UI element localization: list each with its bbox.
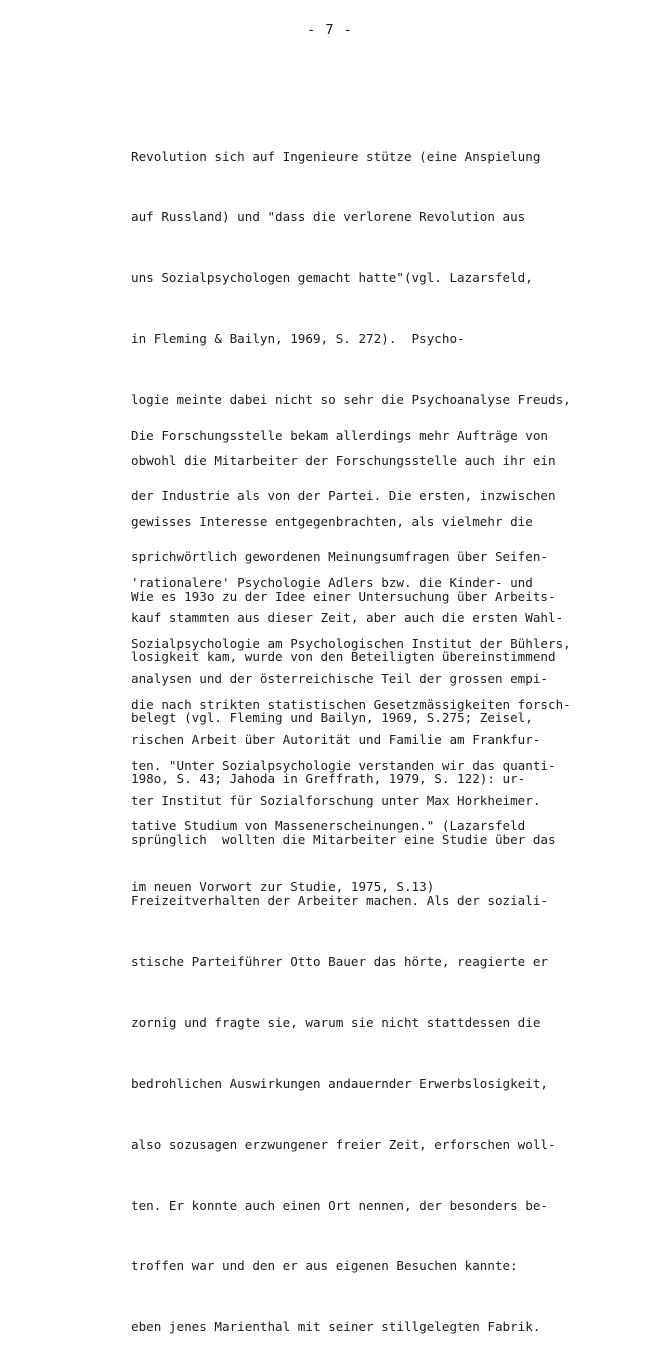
text-line: stische Parteiführer Otto Bauer das hörte, reagierte er — [131, 953, 549, 969]
text-line: also sozusagen erzwungener freier Zeit, erforschen woll- — [131, 1136, 556, 1152]
text-line: ter Institut für Sozialforschung unter Max Horkheimer. — [131, 792, 541, 808]
text-line: troffen war und den er aus eigenen Besuchen kannte: — [131, 1258, 518, 1274]
text-line: tative Studium von Massenerscheinungen." (Lazarsfeld — [131, 818, 526, 834]
text-line: Freizeitverhalten der Arbeiter machen. Als der soziali- — [131, 893, 549, 909]
text-line: 198o, S. 43; Jahoda in Greffrath, 1979, S. 122): ur- — [131, 771, 526, 787]
text-line: Sozialpsychologie am Psychologischen Institut der Bühlers, — [131, 635, 571, 651]
text-line: losigkeit kam, wurde von den Beteiligten übereinstimmend — [131, 649, 556, 665]
text-line: auf Russland) und "dass die verlorene Revolution aus — [131, 209, 526, 225]
text-line: belegt (vgl. Fleming und Bailyn, 1969, S.275; Zeisel, — [131, 710, 533, 726]
text-line: rischen Arbeit über Autorität und Familie am Frankfur- — [131, 732, 541, 748]
paragraph-3 — [131, 546, 601, 1358]
text-line: logie meinte dabei nicht so sehr die Psychoanalyse Freuds, — [131, 392, 571, 408]
text-line: Die Forschungsstelle bekam allerdings mehr Aufträge von — [131, 427, 549, 443]
text-line: eben jenes Marienthal mit seiner stillgelegten Fabrik. — [131, 1319, 541, 1335]
text-line: uns Sozialpsychologen gemacht hatte"(vgl. Lazarsfeld, — [131, 270, 533, 286]
text-line: Wie es 193o zu der Idee einer Untersuchung über Arbeits- — [131, 588, 556, 604]
text-line: sprichwörtlich gewordenen Meinungsumfragen über Seifen- — [131, 549, 549, 565]
text-line: obwohl die Mitarbeiter der Forschungsstelle auch ihr ein — [131, 453, 556, 469]
text-line: Revolution sich auf Ingenieure stütze (eine Anspielung — [131, 148, 541, 164]
text-line: ten. Er konnte auch einen Ort nennen, der besonders be- — [131, 1197, 549, 1213]
text-line: gewisses Interesse entgegenbrachten, als vielmehr die — [131, 513, 533, 529]
text-line: bedrohlichen Auswirkungen andauernder Erwerbslosigkeit, — [131, 1075, 549, 1091]
text-line: der Industrie als von der Partei. Die ersten, inzwischen — [131, 488, 556, 504]
text-line: in Fleming & Bailyn, 1969, S. 272). Psycho- — [131, 331, 465, 347]
text-line: im neuen Vorwort zur Studie, 1975, S.13) — [131, 879, 435, 895]
text-line: zornig und fragte sie, warum sie nicht stattdessen die — [131, 1014, 541, 1030]
text-line: sprünglich wollten die Mitarbeiter eine Studie über das — [131, 832, 556, 848]
page-number: - 7 - — [307, 22, 353, 38]
text-line: ten. "Unter Sozialpsychologie verstanden wir das quanti- — [131, 757, 556, 773]
text-line: kauf stammten aus dieser Zeit, aber auch die ersten Wahl- — [131, 610, 564, 626]
text-line: analysen und der österreichische Teil der grossen empi- — [131, 671, 549, 687]
text-line: die nach strikten statistischen Gesetzmässigkeiten forsch- — [131, 696, 571, 712]
text-line: 'rationalere' Psychologie Adlers bzw. die Kinder- und — [131, 574, 533, 590]
